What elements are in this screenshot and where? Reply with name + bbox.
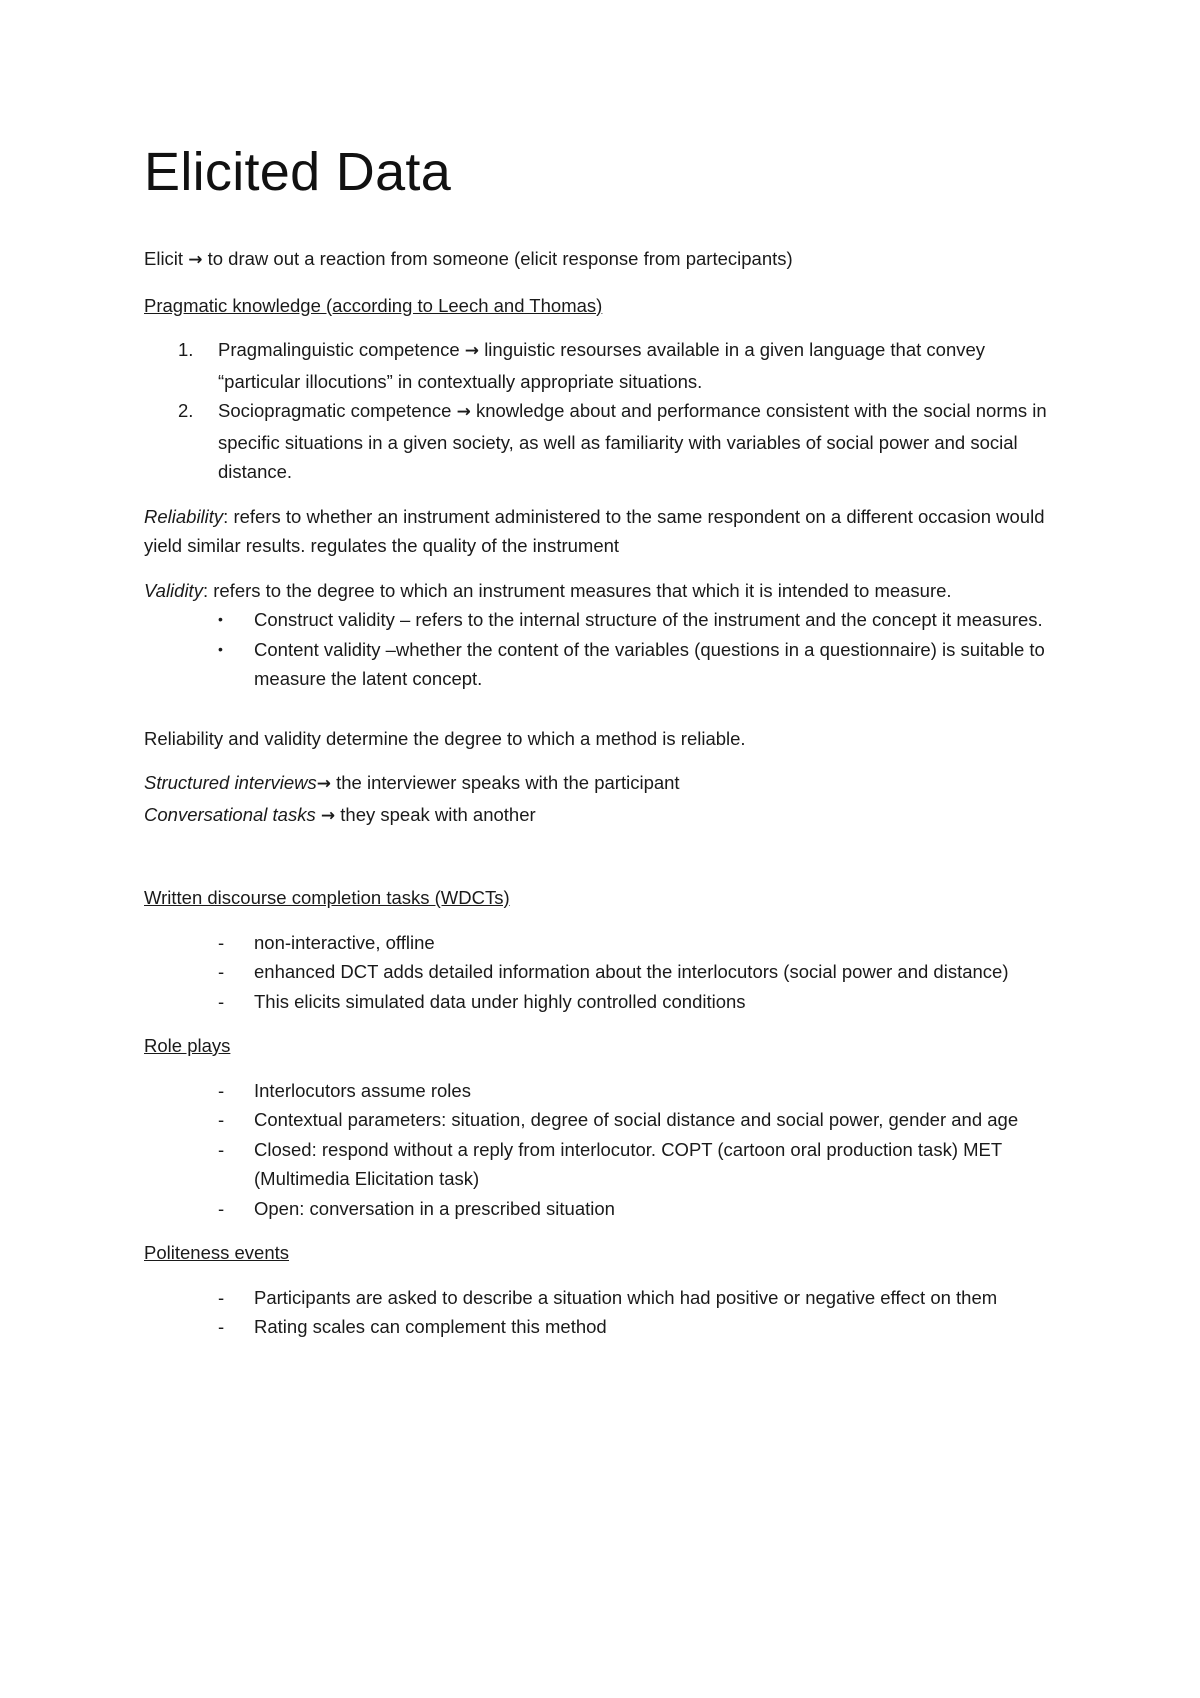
item-text: linguistic resourses available in a given language that convey “particular illocutions” in contextually appropriate situations. (218, 339, 986, 392)
pragmatic-heading: Pragmatic knowledge (according to Leech and Thomas) (144, 294, 603, 316)
politeness-heading: Politeness events (144, 1242, 290, 1263)
bullet-text: Construct validity – refers to the internal structure of the instrument and the concept it measures. (254, 609, 1043, 630)
arrow-right-icon: → (456, 402, 471, 422)
list-item (144, 957, 1064, 987)
dash-marker: - (218, 1138, 225, 1160)
roleplays-list (144, 1076, 1064, 1224)
list-item (144, 1194, 1064, 1224)
dash-marker: - (218, 1109, 225, 1130)
arrow-right-icon: → (320, 805, 336, 826)
bullet-icon: • (218, 640, 223, 657)
validity-term: Validity (144, 579, 203, 601)
list-item-text: Rating scales can complement this method (254, 1316, 607, 1337)
validity-paragraph (144, 576, 1064, 606)
spacer (144, 831, 1064, 883)
list-item-text: Closed: respond without a reply from interlocutor. COPT (cartoon oral production task) MET (Multimedia Elicitation task) (254, 1138, 1002, 1189)
pragmatic-list (144, 335, 1064, 487)
dash-marker: - (218, 1197, 225, 1219)
elicit-definition (144, 244, 1064, 276)
list-item-text: non-interactive, offline (254, 931, 435, 953)
list-number: 2. (178, 400, 194, 421)
list-item (144, 1076, 1064, 1106)
politeness-list (144, 1283, 1064, 1342)
dash-marker: - (218, 961, 225, 982)
list-item (144, 1105, 1064, 1135)
list-item (144, 1135, 1064, 1194)
list-number: 1. (178, 339, 194, 360)
elicit-text: to draw out a reaction from someone (elicit response from partecipants) (207, 248, 793, 269)
item-term: Pragmalinguistic competence (218, 339, 460, 360)
list-item (144, 396, 1064, 487)
list-item (144, 928, 1064, 958)
item-term: Sociopragmatic competence (218, 400, 452, 421)
interviews-paragraph (144, 768, 1064, 831)
wdct-list (144, 928, 1064, 1017)
list-item (144, 987, 1064, 1017)
list-item (144, 605, 1064, 635)
list-item-text: Open: conversation in a prescribed situation (254, 1197, 615, 1219)
dash-marker: - (218, 1079, 225, 1101)
wdct-heading: Written discourse completion tasks (WDCTs) (144, 887, 510, 908)
dash-marker: - (218, 990, 225, 1012)
structured-text: the interviewer speaks with the participant (336, 772, 680, 793)
bullet-text: Content validity –whether the content of the variables (questions in a questionnaire) is suitable to measure the latent concept. (254, 638, 1045, 689)
list-item-text: Participants are asked to describe a situation which had positive or negative effect on them (254, 1286, 998, 1308)
dash-marker: - (218, 1286, 225, 1308)
conversational-text: they speak with another (340, 803, 536, 825)
list-item (144, 1283, 1064, 1313)
roleplays-heading: Role plays (144, 1035, 231, 1056)
document-content (144, 140, 1064, 1357)
list-item-text: Contextual parameters: situation, degree of social distance and social power, gender and age (254, 1109, 1019, 1130)
reliability-text: : refers to whether an instrument administered to the same respondent on a different occasion would yield similar results. regulates the quality of the instrument (144, 505, 1045, 556)
list-item (144, 335, 1064, 396)
elicit-term: Elicit (144, 248, 184, 269)
dash-marker: - (218, 1316, 225, 1337)
dash-marker: - (218, 931, 225, 953)
reliability-validity-summary: Reliability and validity determine the degree to which a method is reliable. (144, 727, 746, 749)
arrow-right-icon: → (188, 250, 203, 270)
arrow-right-icon: → (464, 341, 480, 361)
list-item (144, 635, 1064, 694)
list-item-text: enhanced DCT adds detailed information about the interlocutors (social power and distance) (254, 961, 1009, 982)
list-item (144, 1312, 1064, 1342)
validity-bullets (144, 605, 1064, 694)
page-title: Elicited Data (144, 142, 452, 202)
item-text: knowledge about and performance consistent with the social norms in specific situations in a given society, as well as familiarity with variables of social power and social distance. (218, 400, 1047, 482)
reliability-term: Reliability (144, 505, 224, 527)
structured-term: Structured interviews (144, 772, 317, 793)
validity-text: : refers to the degree to which an instrument measures that which it is intended to measure. (202, 579, 952, 601)
list-item-text: Interlocutors assume roles (254, 1079, 471, 1101)
bullet-icon: • (218, 611, 223, 627)
arrow-right-icon: → (316, 774, 331, 794)
reliability-paragraph (144, 502, 1064, 561)
list-item-text: This elicits simulated data under highly controlled conditions (254, 990, 746, 1012)
conversational-term: Conversational tasks (144, 803, 316, 825)
